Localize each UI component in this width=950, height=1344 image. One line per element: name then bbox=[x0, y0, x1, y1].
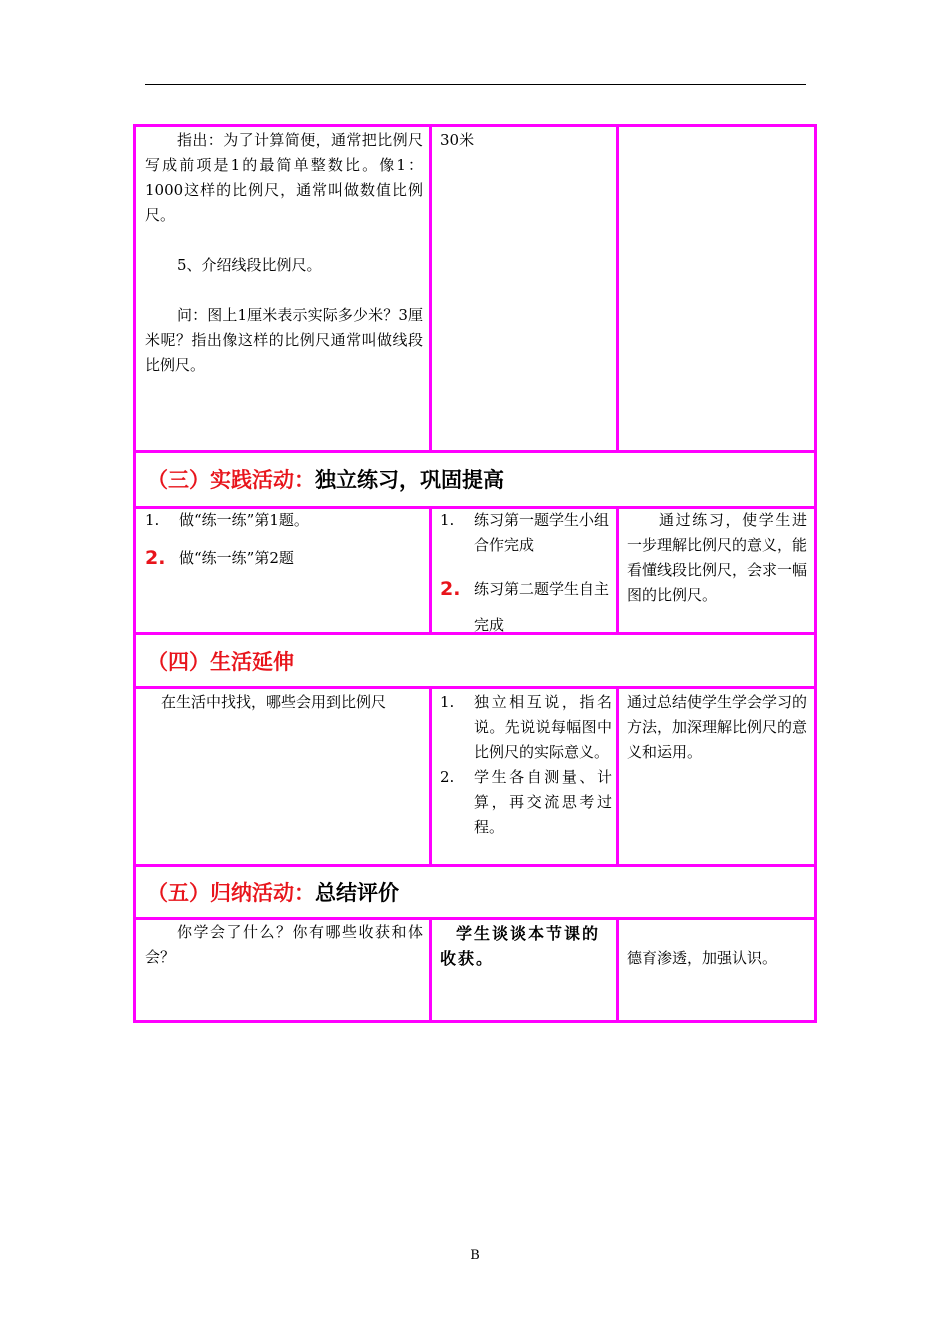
teacher-activity-cell: 你学会了什么？你有哪些收获和体会？ bbox=[145, 923, 423, 966]
table-border bbox=[429, 124, 432, 453]
section-heading bbox=[147, 646, 294, 676]
table-border bbox=[616, 686, 619, 867]
answer-text: 30米 bbox=[440, 131, 475, 149]
note-paragraph: 问：图上1厘米表示实际多少米？3厘米呢？指出像这样的比例尺通常叫做线段比例尺。 bbox=[145, 306, 423, 374]
table-border bbox=[429, 686, 432, 867]
teacher-activity-cell bbox=[145, 508, 423, 571]
section-heading bbox=[147, 877, 399, 907]
list-item: 2. 练习第二题学生自主完成 bbox=[440, 578, 610, 634]
student-activity-cell bbox=[440, 128, 610, 153]
design-intent-cell: 通过总结使学生学会学习的方法，加深理解比例尺的意义和运用。 bbox=[627, 693, 808, 761]
table-border bbox=[429, 917, 432, 1023]
table-border bbox=[814, 124, 817, 1023]
table-border bbox=[616, 506, 619, 635]
table-border bbox=[133, 124, 136, 1023]
table-border bbox=[616, 917, 619, 1023]
table-border bbox=[133, 686, 817, 689]
note-paragraph: 指出：为了计算简便，通常把比例尺写成前项是1的最简单整数比。像1：1000这样的比例尺，通常叫做数值比例尺。 bbox=[145, 131, 423, 224]
design-intent-cell: 德育渗透，加强认识。 bbox=[627, 949, 778, 967]
section-heading bbox=[147, 464, 504, 494]
student-activity-cell bbox=[440, 508, 612, 643]
note-paragraph: 5、介绍线段比例尺。 bbox=[177, 256, 322, 274]
lesson-plan-table bbox=[133, 124, 817, 1024]
section-heading-title: 独立练习，巩固提高 bbox=[315, 468, 504, 492]
list-item: 1. 练习第一题学生小组合作完成 bbox=[440, 511, 610, 554]
section-heading-label: （五）归纳活动： bbox=[147, 881, 315, 905]
section-heading-label: （四）生活延伸 bbox=[147, 650, 294, 674]
student-activity-cell bbox=[440, 690, 612, 840]
page-footer: B bbox=[470, 1248, 480, 1263]
design-intent-cell: 通过练习，使学生进一步理解比例尺的意义，能看懂线段比例尺，会求一幅图的比例尺。 bbox=[627, 511, 808, 604]
section-heading-label: （三）实践活动： bbox=[147, 468, 315, 492]
table-border bbox=[133, 124, 817, 127]
table-border bbox=[133, 864, 817, 867]
table-border bbox=[429, 506, 432, 635]
table-border bbox=[616, 124, 619, 453]
student-activity-cell: 学生谈谈本节课的收获。 bbox=[440, 924, 601, 968]
table-border bbox=[133, 450, 817, 453]
list-item: 1. 独立相互说，指名说。先说说每幅图中比例尺的实际意义。 bbox=[440, 693, 612, 761]
list-item: 2. 做“练一练”第2题 bbox=[145, 547, 294, 569]
teacher-activity-cell: 在生活中找找，哪些会用到比例尺 bbox=[161, 693, 387, 711]
teacher-activity-cell bbox=[145, 128, 423, 378]
section-heading-title: 总结评价 bbox=[315, 881, 399, 905]
list-item: 1. 做“练一练”第1题。 bbox=[145, 511, 309, 529]
header-rule bbox=[145, 84, 806, 85]
list-item: 2. 学生各自测量、计算，再交流思考过程。 bbox=[440, 768, 612, 836]
table-border bbox=[133, 1020, 817, 1023]
